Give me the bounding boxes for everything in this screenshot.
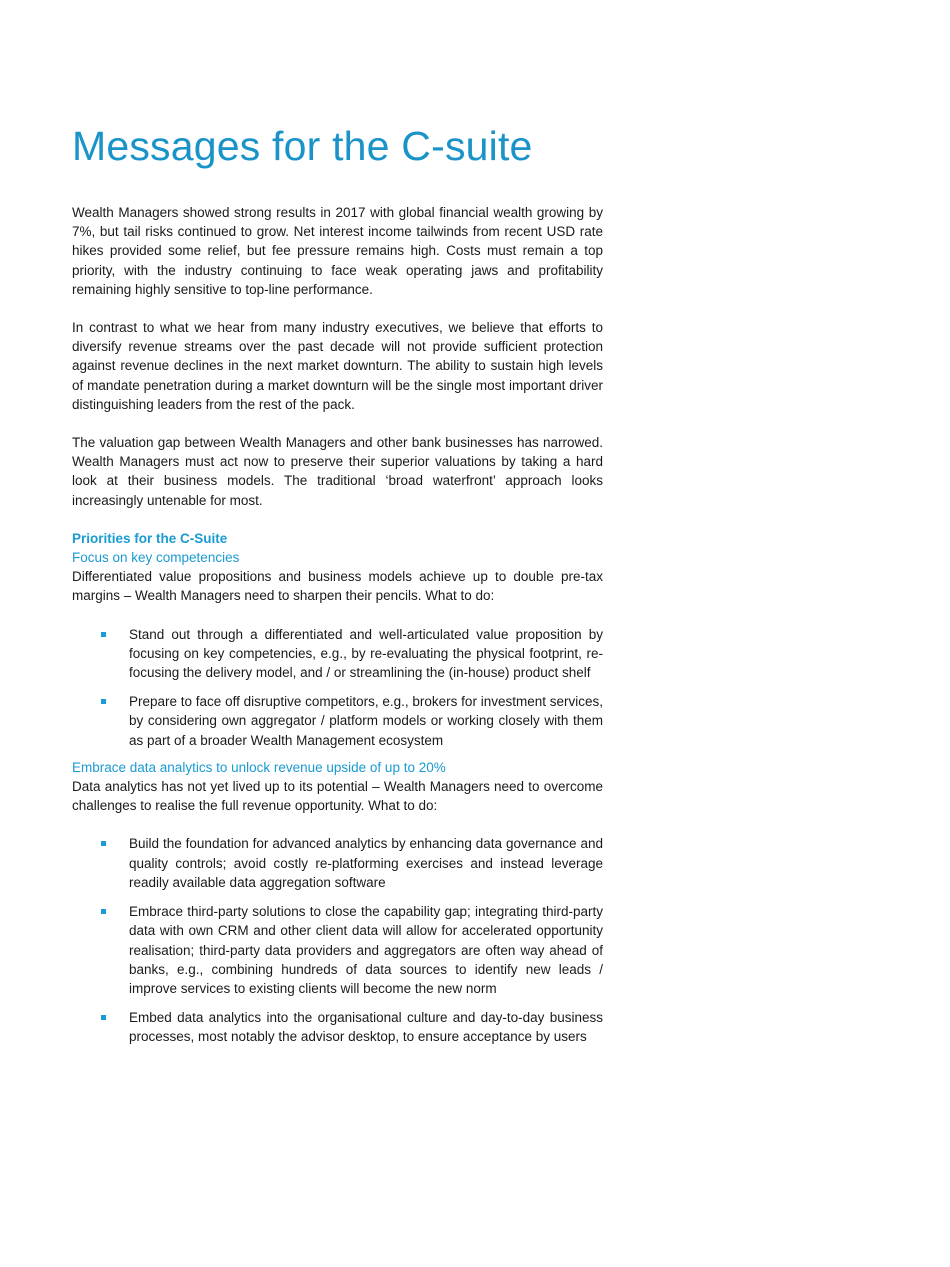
list-item-text: Stand out through a differentiated and well-articulated value proposition by focusing on key competencies, e.g., by re-evaluating the physical footprint, re-focusing the delivery model, and / or streamlining the (in-house) product shelf [129, 626, 603, 681]
list-item-text: Prepare to face off disruptive competitors, e.g., brokers for investment services, by considering own aggregator / platform models or working closely with them as part of a broader Wealth Management ecosystem [129, 694, 603, 748]
list-item [72, 1008, 603, 1046]
priorities-section [72, 529, 603, 1047]
list-item [72, 625, 603, 683]
competencies-heading: Focus on key competencies [72, 550, 240, 566]
bullet-square-icon [101, 841, 106, 846]
priorities-heading: Priorities for the C-Suite [72, 530, 228, 546]
data-analytics-body: Data analytics has not yet lived up to its potential – Wealth Managers need to overcome challenges to realise the full revenue opportunity. What to do: [72, 779, 603, 814]
intro-paragraph: In contrast to what we hear from many industry executives, we believe that efforts to diversify revenue streams over the past decade will not provide sufficient protection against revenue declines in the next market downturn. The ability to sustain high levels of mandate penetration during a market downturn will be the single most important driver distinguishing leaders from the rest of the pack. [72, 320, 603, 412]
list-item [72, 902, 603, 998]
list-item [72, 692, 603, 750]
data-analytics-heading: Embrace data analytics to unlock revenue upside of up to 20% [72, 759, 446, 775]
bullet-square-icon [101, 699, 106, 704]
bullet-square-icon [101, 632, 106, 637]
intro-section [72, 203, 603, 510]
list-item-text: Build the foundation for advanced analytics by enhancing data governance and quality controls; avoid costly re-platforming exercises and instead leverage readily available data aggregation software [129, 836, 603, 890]
intro-paragraph: The valuation gap between Wealth Managers and other bank businesses has narrowed. Wealth Managers must act now to preserve their superior valuations by taking a hard look at their business models. The traditional ‘broad waterfront’ approach looks increasingly untenable for most. [72, 435, 603, 508]
page-title: Messages for the C-suite [72, 123, 533, 169]
competencies-bullet-list [72, 625, 603, 750]
bullet-square-icon [101, 909, 106, 914]
list-item [72, 834, 603, 892]
data-analytics-section [72, 758, 603, 1047]
document-page [72, 118, 603, 1057]
intro-paragraph: Wealth Managers showed strong results in 2017 with global financial wealth growing by 7%, but tail risks continued to grow. Net interest income tailwinds from recent USD rate hikes provided some relief, but fee pressure remains high. Costs must remain a top priority, with the industry continuing to face weak operating jaws and profitability remaining highly sensitive to top-line performance. [72, 205, 603, 297]
competencies-section [72, 548, 603, 750]
bullet-square-icon [101, 1015, 106, 1020]
competencies-body: Differentiated value propositions and business models achieve up to double pre-tax margins – Wealth Managers need to sharpen their pencils. What to do: [72, 569, 603, 604]
list-item-text: Embrace third-party solutions to close the capability gap; integrating third-party data with own CRM and other client data will allow for accelerated opportunity realisation; third-party data providers and aggregators are often way ahead of banks, e.g., combining hundreds of data sources to identify new leads / improve services to existing clients will become the new norm [129, 904, 603, 996]
list-item-text: Embed data analytics into the organisational culture and day-to-day business processes, most notably the advisor desktop, to ensure acceptance by users [129, 1010, 603, 1045]
data-analytics-bullet-list [72, 834, 603, 1046]
